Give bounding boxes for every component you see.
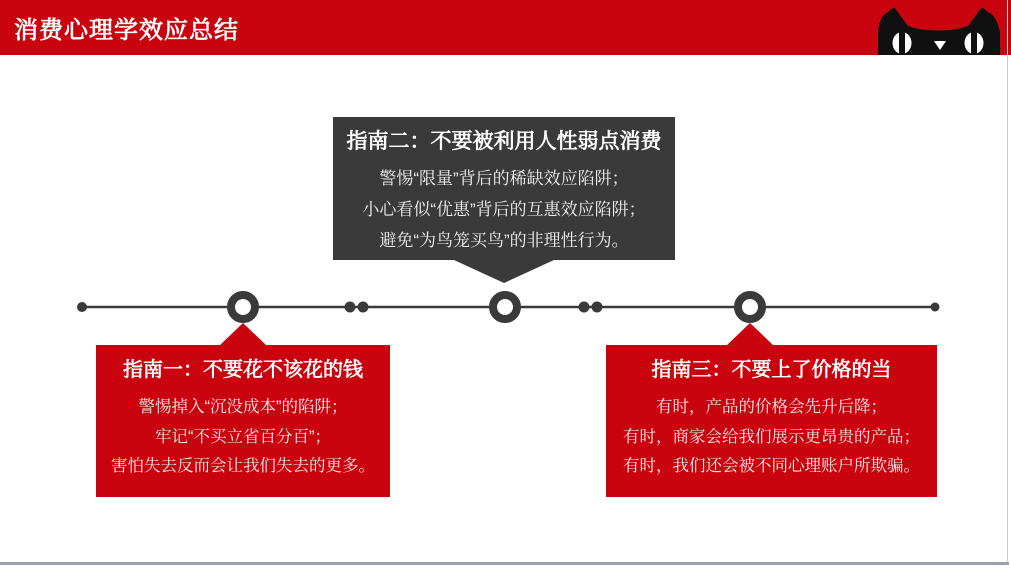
callout-guide-1-pointer: [220, 323, 266, 345]
callout-guide-1-line: 害怕失去反而会让我们失去的更多。: [111, 457, 375, 475]
callout-guide-3-body: [606, 393, 937, 482]
callout-guide-3-line: 有时，商家会给我们展示更昂贵的产品；: [623, 427, 920, 446]
callout-guide-2-title: 指南二：不要被利用人性弱点消费: [346, 130, 662, 153]
timeline-sep-dot: [358, 302, 369, 313]
page-title: 消费心理学效应总结: [14, 17, 239, 44]
timeline-node-3: [738, 295, 762, 319]
timeline: [0, 285, 1011, 330]
timeline-sep-dot: [579, 302, 590, 313]
callout-guide-2-pointer: [454, 260, 554, 283]
timeline-sep-dot: [345, 302, 356, 313]
slide-right-edge: [1007, 0, 1008, 563]
timeline-end-dot: [931, 303, 940, 312]
callout-guide-3-line: 有时，我们还会被不同心理账户所欺骗。: [623, 457, 920, 475]
slide-bottom-edge: [0, 562, 1009, 565]
callout-guide-2-body: [333, 163, 675, 256]
callout-guide-3-title: 指南三：不要上了价格的当: [651, 359, 892, 381]
timeline-start-dot: [77, 302, 87, 312]
callout-guide-2-line: 避免“为鸟笼买鸟”的非理性行为。: [379, 231, 629, 250]
callout-guide-3-line: 有时，产品的价格会先升后降；: [656, 398, 887, 416]
callout-guide-1-line: 警惕掉入“沉没成本”的陷阱；: [138, 398, 348, 416]
callout-guide-2: [333, 117, 675, 260]
callout-guide-2-line: 警惕“限量”背后的稀缺效应陷阱；: [379, 169, 629, 188]
callout-guide-3: [606, 345, 937, 497]
timeline-sep-dot: [592, 302, 603, 313]
callout-guide-3-pointer: [727, 323, 773, 345]
timeline-node-2: [493, 295, 517, 319]
tmall-cat-logo-icon: [876, 6, 1006, 55]
callout-guide-1-line: 牢记“不买立省百分百”；: [155, 427, 331, 446]
callout-guide-1-body: [96, 393, 390, 482]
timeline-node-1: [231, 295, 255, 319]
header-bar: [0, 0, 1011, 55]
callout-guide-1: [96, 345, 390, 497]
callout-guide-2-line: 小心看似“优惠”背后的互惠效应陷阱；: [362, 200, 646, 219]
callout-guide-1-title: 指南一：不要花不该花的钱: [123, 359, 363, 381]
